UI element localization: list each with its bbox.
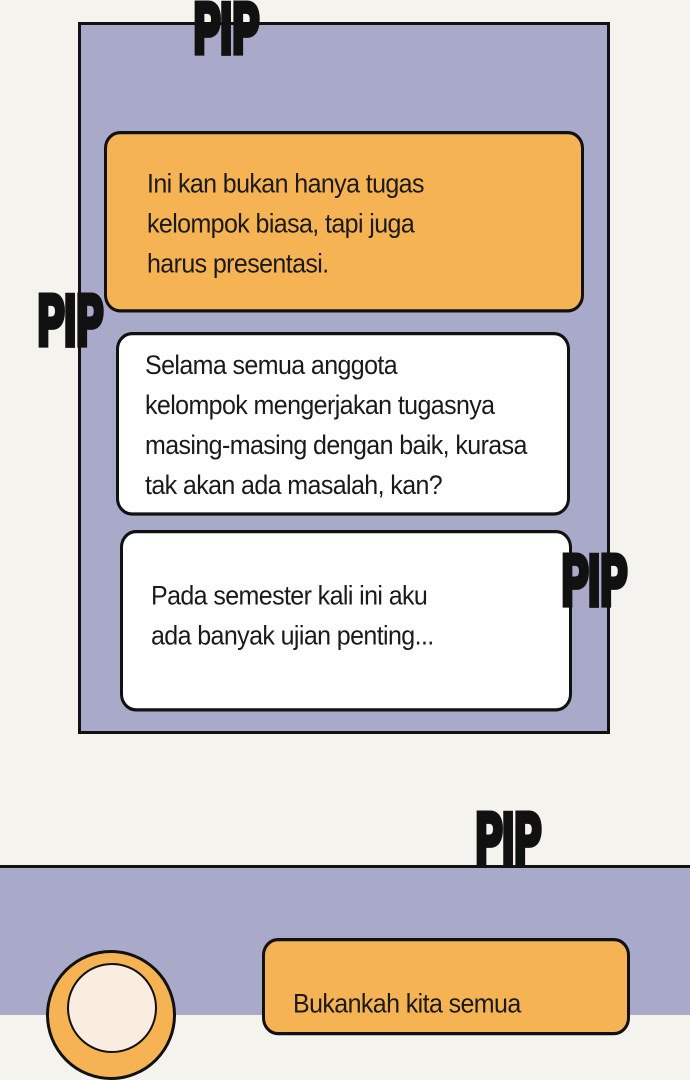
message-bubble-2 bbox=[116, 332, 570, 516]
message-line: Selama semua anggota bbox=[145, 350, 398, 381]
message-bubble-3 bbox=[120, 530, 572, 711]
message-line: Ini kan bukan hanya tugas bbox=[147, 168, 424, 200]
message-line: masing-masing dengan baik, kurasa bbox=[145, 430, 527, 461]
avatar-hood bbox=[67, 963, 157, 1053]
message-line: Pada semester kali ini aku bbox=[151, 580, 428, 611]
message-line: Bukankah kita semua bbox=[293, 988, 521, 1019]
avatar bbox=[46, 950, 176, 1080]
pip-sound-effect: PIP bbox=[36, 282, 102, 364]
message-line: harus presentasi. bbox=[147, 248, 329, 279]
message-line: kelompok mengerjakan tugasnya bbox=[145, 390, 495, 421]
message-line: ada banyak ujian penting... bbox=[151, 620, 434, 651]
message-bubble-4 bbox=[262, 938, 630, 1035]
pip-sound-effect: PIP bbox=[192, 0, 258, 72]
message-line: tak akan ada masalah, kan? bbox=[145, 470, 443, 501]
message-bubble-1 bbox=[104, 131, 584, 312]
pip-sound-effect: PIP bbox=[560, 542, 626, 624]
message-line: kelompok biasa, tapi juga bbox=[147, 208, 415, 239]
pip-sound-effect: PIP bbox=[474, 800, 540, 882]
